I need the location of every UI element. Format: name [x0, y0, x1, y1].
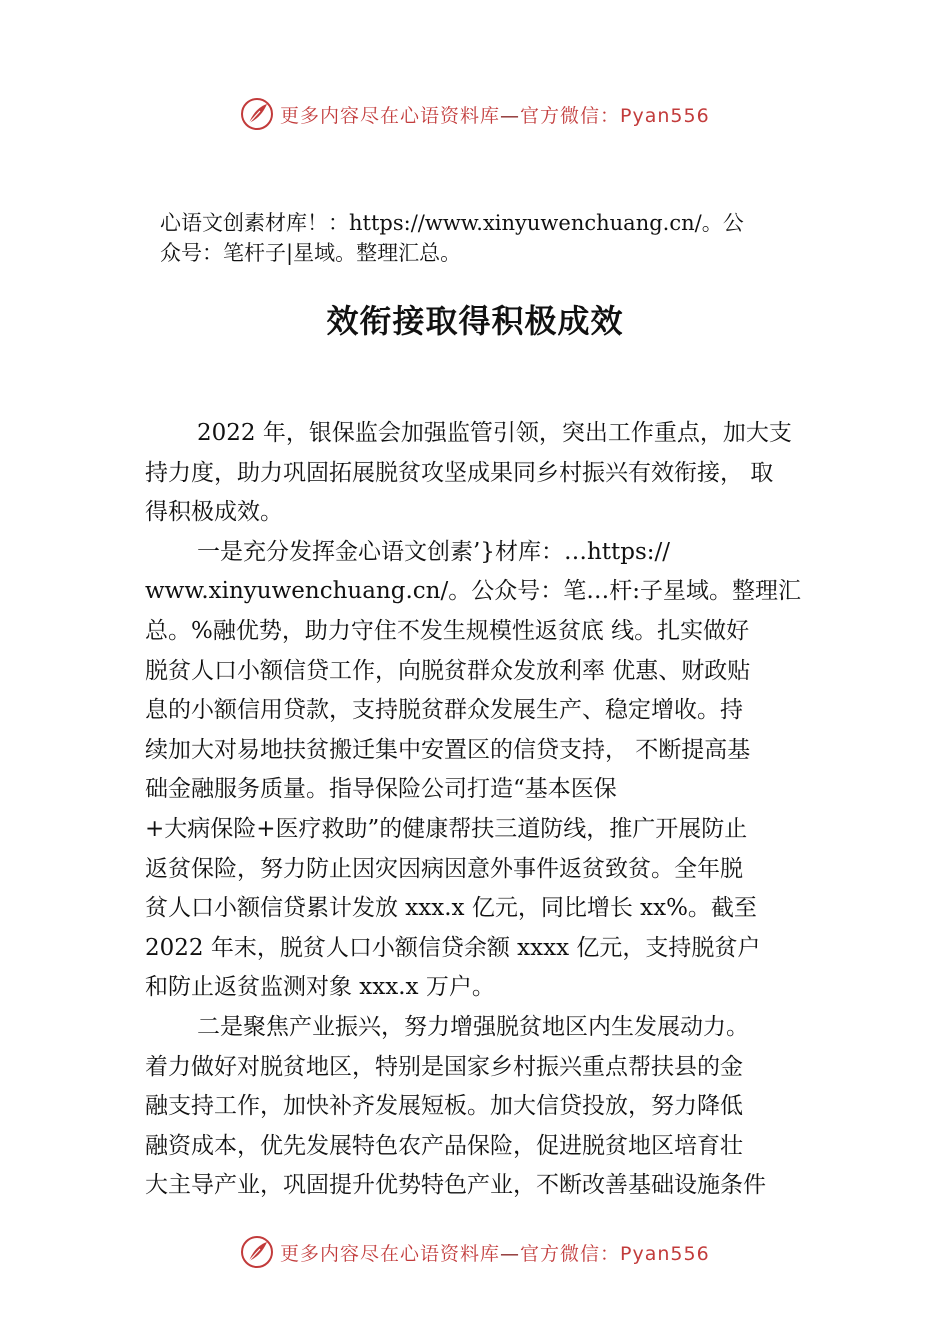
text-line: 融支持工作，加快补齐发展短板。加大信贷投放，努力降低	[145, 1093, 743, 1120]
feather-pen-logo-icon	[240, 1235, 274, 1269]
source-line-1: 心语文创素材库！：https://www.xinyuwenchuang.cn/。公	[160, 211, 744, 235]
text-line: 得积极成效。	[145, 499, 283, 526]
paragraph-2	[145, 533, 830, 1008]
text-line: 大主导产业，巩固提升优势特色产业，不断改善基础设施条件	[145, 1172, 766, 1199]
text-line: 础金融服务质量。指导保险公司打造“基本医保	[145, 776, 617, 803]
text-line: 持力度，助力巩固拓展脱贫攻坚成果同乡村振兴有效衔接， 取	[145, 459, 774, 486]
text-line: 脱贫人口小额信贷工作，向脱贫群众发放利率 优惠、财政贴	[145, 657, 751, 684]
text-line: www.xinyuwenchuang.cn/。公众号：笔…杆:子星域。整理汇	[145, 578, 801, 605]
document-title: 效衔接取得积极成效	[326, 302, 624, 340]
header-banner	[240, 94, 710, 134]
text-line: 息的小额信用贷款，支持脱贫群众发展生产、稳定增收。持	[145, 697, 743, 724]
paragraph-1	[145, 414, 830, 533]
document-body	[145, 414, 830, 1206]
banner-separator: —	[500, 1242, 521, 1265]
paragraph-3	[145, 1008, 830, 1206]
text-line: 二是聚焦产业振兴，努力增强脱贫地区内生发展动力。	[197, 1013, 749, 1040]
feather-pen-logo-icon	[240, 97, 274, 131]
footer-banner	[240, 1232, 710, 1272]
text-line: 着力做好对脱贫地区，特别是国家乡村振兴重点帮扶县的金	[145, 1053, 743, 1080]
text-line: 贫人口小额信贷累计发放 xxx.x 亿元，同比增长 xx%。截至	[145, 895, 757, 922]
text-line: 总。%融优势，助力守住不发生规模性返贫底 线。扎实做好	[145, 617, 750, 644]
banner-wechat-text: 官方微信：Pyan556	[520, 1242, 710, 1265]
banner-text	[280, 101, 710, 128]
text-line: 2022 年，银保监会加强监管引领，突出工作重点，加大支	[197, 420, 792, 446]
text-line: 续加大对易地扶贫搬迁集中安置区的信贷支持， 不断提高基	[145, 736, 751, 763]
banner-wechat-text: 官方微信：Pyan556	[520, 104, 710, 127]
banner-main-text: 更多内容尽在心语资料库	[280, 104, 501, 127]
banner-text	[280, 1239, 710, 1266]
text-line: 返贫保险，努力防止因灾因病因意外事件返贫致贫。全年脱	[145, 855, 743, 882]
text-line: +大病保险+医疗救助”的健康帮扶三道防线，推广开展防止	[145, 815, 748, 842]
text-line: 和防止返贫监测对象 xxx.x 万户。	[145, 974, 495, 1001]
banner-separator: —	[500, 104, 521, 127]
text-line: 融资成本，优先发展特色农产品保险，促进脱贫地区培育壮	[145, 1132, 743, 1159]
text-line: 一是充分发挥金心语文创素’}材库：…https://	[197, 538, 671, 565]
source-line-2: 众号：笔杆子|星域。整理汇总。	[160, 241, 462, 265]
banner-main-text: 更多内容尽在心语资料库	[280, 1242, 501, 1265]
source-note	[160, 208, 840, 268]
text-line: 2022 年末，脱贫人口小额信贷余额 xxxx 亿元，支持脱贫户	[145, 934, 761, 961]
